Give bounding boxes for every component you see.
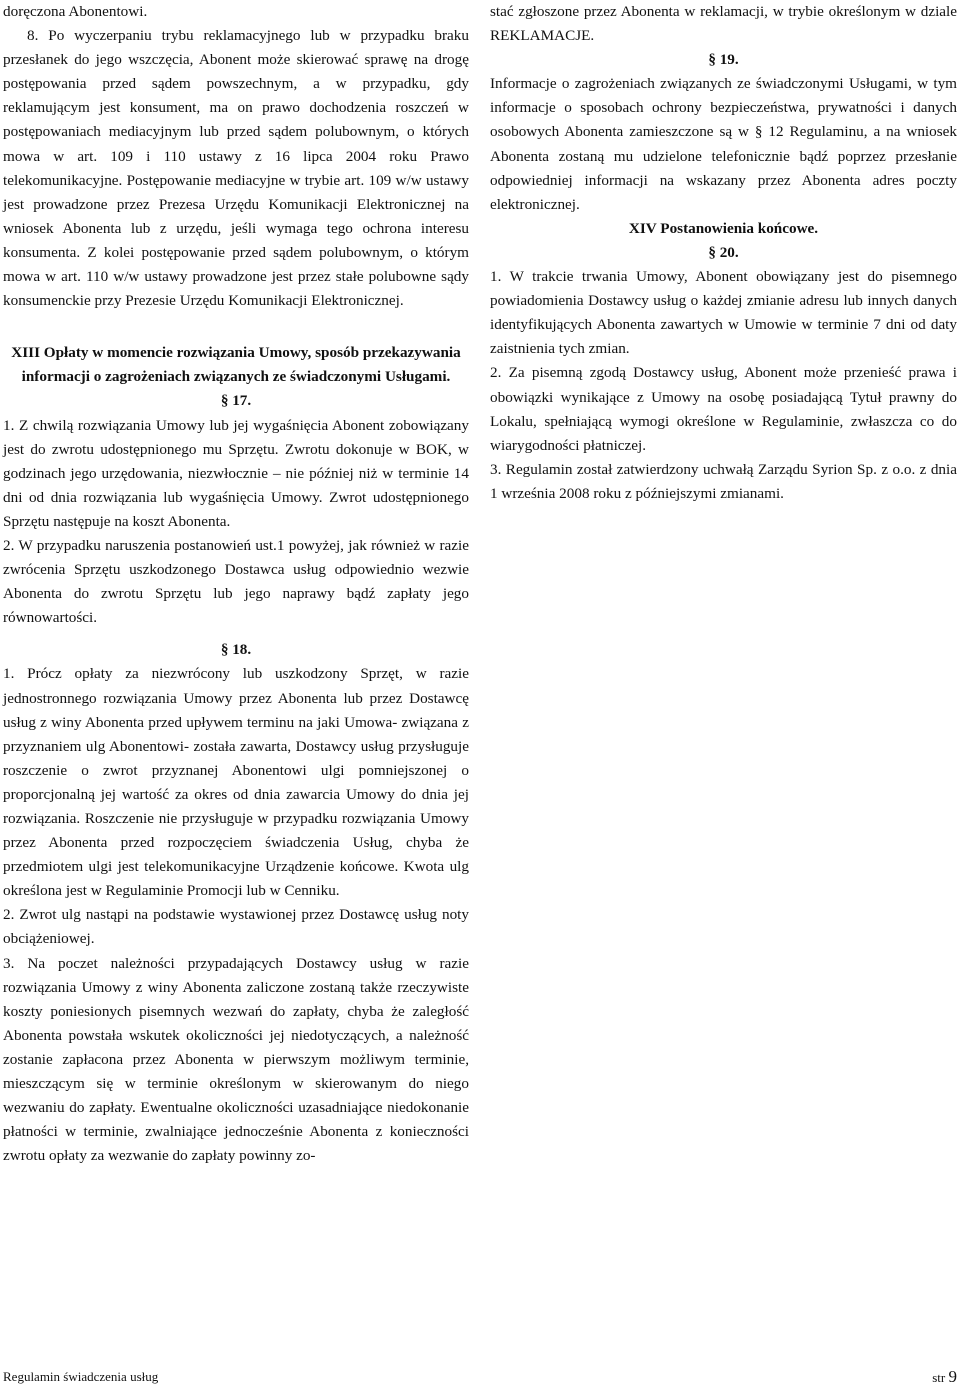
page-number xyxy=(932,1369,957,1386)
section-19-text: Informacje o zagrożeniach związanych ze świadczonymi Usługami, w tym informacje o sposobach ochrony bezpieczeństwa, prywatności i danych osobowych Abonenta zamieszczone są w § 12 Regulaminu, a na wniosek Abonenta zostaną mu udzielone telefonicznie bądź poprzez przesłanie odpowiedniej informacji na wskazany przez Abonenta adres poczty elektronicznej. xyxy=(490,75,957,213)
section-20-paragraph-1: 1. W trakcie trwania Umowy, Abonent obowiązany jest do pisemnego powiadomienia Dostawcy usług o każdej zmianie adresu lub innych danych identyfikujących Abonenta zawartych w Umowie w terminie 7 dni od daty zaistnienia tych zmian. xyxy=(490,268,957,358)
section-19-title: § 19. xyxy=(708,51,739,69)
paragraph-8: 8. Po wyczerpaniu trybu reklamacyjnego lub w przypadku braku przesłanek do jego wszczęcia, Abonent może skierować sprawę na drogę postępowania przed sądem powszechnym, a w przypadku, gdy reklamującym jest konsument, ma on prawo dochodzenia roszczeń w postępowaniach mediacyjnym lub przed sądem polubownym, o których mowa w art. 109 i 110 ustawy z 16 lipca 2004 roku Prawo telekomunikacyjne. Postępowanie mediacyjne w trybie art. 109 w/w ustawy jest prowadzone przez Prezesa Urzędu Komunikacji Elektronicznej na wniosek Abonenta lub z urzędu, jeśli wymaga tego ochrona interesu konsumenta. Z kolei postępowanie przed sądem polubownym, o którym mowa w art. 110 w/w ustawy prowadzone jest przez stałe polubowne sądy konsumenckie przy Prezesie Urzędu Komunikacji Elektronicznej. xyxy=(3,27,469,310)
section-18-paragraph-1: 1. Prócz opłaty za niezwrócony lub uszkodzony Sprzęt, w razie jednostronnego rozwiązania Umowy przez Abonenta lub przez Dostawcę usług z winy Abonenta przed upływem terminu na jaki Umowa- związana z przyznaniem ulg Abonentowi- została zawarta, Dostawcy usług przysługuje roszczenie o zwrot przyznanej Abonentowi ulgi pomniejszonej o proporcjonalną jej wartość za okres od dnia zawarcia Umowy do dnia jej rozwiązania. Roszczenie nie przysługuje w przypadku rozwiązania Umowy przez Abonenta przed rozpoczęciem świadczenia Usług, chyba że przedmiotem ulgi jest telekomunikacyjne Urządzenie końcowe. Kwota ulg określona jest w Regulaminie Promocji lub w Cenniku. xyxy=(3,665,469,900)
section-heading-xiv: XIV Postanowienia końcowe. xyxy=(628,219,819,237)
section-heading-xiii: XIII Opłaty w momencie rozwiązania Umowy, sposób przekazywania informacji o zagrożeniach związanych ze świadczonymi Usługami. xyxy=(11,344,461,386)
section-20-title: § 20. xyxy=(708,243,739,261)
intro-line: doręczona Abonentowi. xyxy=(3,3,148,20)
section-18-paragraph-3: 3. Na poczet należności przypadających Dostawcy usług w razie rozwiązania Umowy z winy Abonenta zaliczone zostaną także rzeczywiste koszty poniesionych pisemnych wezwań do zapłaty, chyba że zaległość Abonenta powstała wskutek okoliczności jej niedotyczących, a należność zostanie zapłacona przez Abonenta w pierwszym możliwym terminie, mieszczącym się w terminie określonym w skierowanym do niego wezwaniu do zapłaty. Ewentualne okoliczności uzasadniające niedokonanie płatności w terminie, zwalniające jednocześnie Abonenta z konieczności zwrotu opłaty za wezwanie do zapłaty powinny zo- xyxy=(3,954,469,1165)
right-column xyxy=(490,0,957,506)
continuation-line: stać zgłoszone przez Abonenta w reklamacji, w trybie określonym w dziale REKLAMACJE. xyxy=(490,3,957,45)
page-number-prefix: str xyxy=(932,1370,946,1385)
section-17-paragraph-2: 2. W przypadku naruszenia postanowień ust.1 powyżej, jak również w razie zwrócenia Sprzętu uszkodzonego Dostawca usług odpowiednio wezwie Abonenta do zwrotu Sprzętu lub jego naprawy bądź zapłaty jego równowartości. xyxy=(3,536,469,627)
left-column xyxy=(3,0,469,1168)
page-number-value: 9 xyxy=(948,1367,957,1386)
section-18-title: § 18. xyxy=(220,641,252,659)
footer-document-title: Regulamin świadczenia usług xyxy=(3,1369,159,1384)
page-footer xyxy=(3,1369,957,1386)
section-17-paragraph-1: 1. Z chwilą rozwiązania Umowy lub jej wygaśnięcia Abonent zobowiązany jest do zwrotu udostępnionego mu Sprzętu. Zwrotu dokonuje w BOK, w godzinach jego urzędowania, niezwłocznie – nie później niż w terminie 14 dni od dnia rozwiązania lub wygaśnięcia Umowy. Zwrot udostępnionego Sprzętu następuje na koszt Abonenta. xyxy=(3,416,469,530)
section-17-title: § 17. xyxy=(220,392,252,410)
section-20-paragraph-2: 2. Za pisemną zgodą Dostawcy usług, Abonent może przenieść prawa i obowiązki wynikające z Umowy na osobę posiadającą Tytuł prawny do Lokalu, spełniającą wymogi określone w Regulaminie, zwłaszcza co do wiarygodności płatniczej. xyxy=(490,364,957,454)
section-20-paragraph-3: 3. Regulamin został zatwierdzony uchwałą Zarządu Syrion Sp. z o.o. z dnia 1 września 2008 roku z późniejszymi zmianami. xyxy=(490,460,957,502)
section-18-paragraph-2: 2. Zwrot ulg nastąpi na podstawie wystawionej przez Dostawcę usług noty obciążeniowej. xyxy=(3,906,469,948)
